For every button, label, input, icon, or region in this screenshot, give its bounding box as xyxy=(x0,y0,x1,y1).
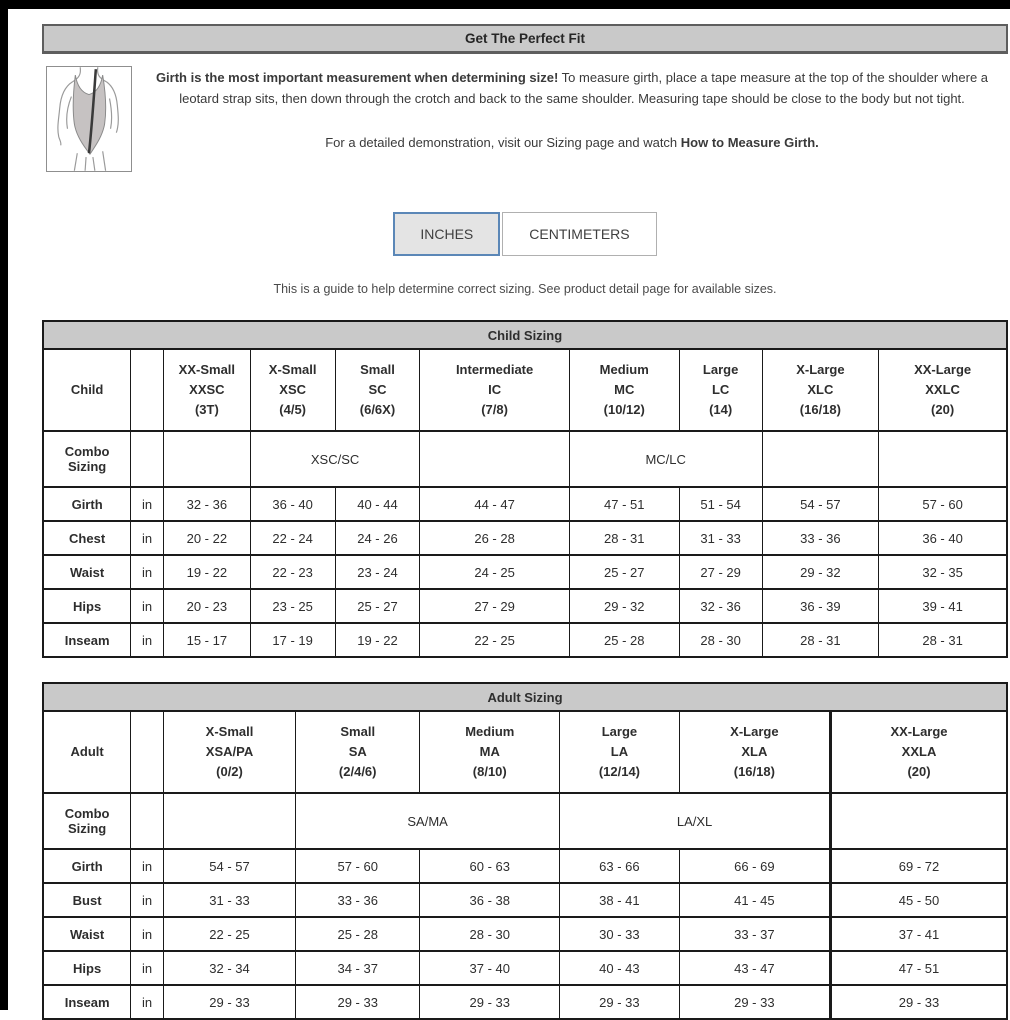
size-cell: 51 - 54 xyxy=(679,487,762,521)
table-row xyxy=(43,555,1007,589)
column-header xyxy=(879,349,1007,431)
column-header-range: (12/14) xyxy=(598,764,641,779)
row-label: Inseam xyxy=(43,985,131,1019)
size-cell: 40 - 43 xyxy=(560,951,680,985)
unit-cell: in xyxy=(131,985,164,1019)
centimeters-button[interactable]: CENTIMETERS xyxy=(502,212,656,256)
row-label: Combo Sizing xyxy=(43,431,131,487)
size-cell: 28 - 31 xyxy=(879,623,1007,657)
row-label: Hips xyxy=(43,951,131,985)
unit-cell: in xyxy=(131,951,164,985)
size-cell: 25 - 28 xyxy=(569,623,679,657)
column-header-code: IC xyxy=(488,382,502,397)
table-row xyxy=(43,883,1007,917)
size-cell: 54 - 57 xyxy=(762,487,879,521)
intro-section xyxy=(42,66,1008,172)
inches-button[interactable]: INCHES xyxy=(393,212,500,256)
size-cell: 25 - 28 xyxy=(296,917,420,951)
column-header-name: X-Small xyxy=(268,362,317,377)
size-cell: 32 - 36 xyxy=(163,487,250,521)
combo-cell xyxy=(420,431,569,487)
intro-rest-text: To measure girth, place a tape measure at the top of the shoulder where a leotard strap sits, then down through the crotch and back to the same shoulder. Measuring tape should be close to the body but not tight. xyxy=(179,70,989,106)
size-cell: 28 - 30 xyxy=(679,623,762,657)
size-cell: 29 - 33 xyxy=(420,985,560,1019)
unit-cell xyxy=(131,793,164,849)
column-header-range: (0/2) xyxy=(216,764,243,779)
size-cell: 29 - 33 xyxy=(831,985,1007,1019)
size-cell: 22 - 25 xyxy=(163,917,295,951)
unit-column-header xyxy=(131,349,164,431)
size-cell: 41 - 45 xyxy=(679,883,830,917)
row-label: Inseam xyxy=(43,623,131,657)
unit-cell: in xyxy=(131,623,164,657)
column-header-name: XX-Large xyxy=(890,724,948,739)
column-header xyxy=(420,711,560,793)
size-cell: 33 - 36 xyxy=(296,883,420,917)
row-label: Hips xyxy=(43,589,131,623)
size-cell: 22 - 25 xyxy=(420,623,569,657)
column-header xyxy=(762,349,879,431)
column-header-code: LA xyxy=(610,744,629,759)
combo-cell xyxy=(879,431,1007,487)
column-header-name: Medium xyxy=(599,362,649,377)
size-cell: 60 - 63 xyxy=(420,849,560,883)
row-label: Bust xyxy=(43,883,131,917)
column-header-range: (4/5) xyxy=(279,402,307,417)
combo-cell: SA/MA xyxy=(296,793,560,849)
table-row xyxy=(43,917,1007,951)
column-header-range: (16/18) xyxy=(733,764,775,779)
combo-cell xyxy=(762,431,879,487)
size-cell: 20 - 22 xyxy=(163,521,250,555)
size-cell: 31 - 33 xyxy=(679,521,762,555)
column-header-range: (6/6X) xyxy=(359,402,396,417)
column-header-code: SA xyxy=(348,744,367,759)
column-header xyxy=(679,349,762,431)
column-header-code: XLC xyxy=(807,382,834,397)
row-label: Girth xyxy=(43,487,131,521)
adult-sizing-table xyxy=(42,682,1008,1020)
column-header xyxy=(560,711,680,793)
combo-cell: LA/XL xyxy=(560,793,831,849)
column-header-name: XX-Small xyxy=(178,362,236,377)
intro-bold-text: Girth is the most important measurement when determining size! xyxy=(155,70,559,85)
size-cell: 29 - 32 xyxy=(762,555,879,589)
size-cell: 15 - 17 xyxy=(163,623,250,657)
size-cell: 40 - 44 xyxy=(335,487,420,521)
size-cell: 47 - 51 xyxy=(569,487,679,521)
column-header-code: XXSC xyxy=(189,382,225,397)
size-cell: 57 - 60 xyxy=(879,487,1007,521)
size-cell: 36 - 40 xyxy=(250,487,335,521)
demo-text xyxy=(142,132,1002,153)
size-cell: 29 - 33 xyxy=(560,985,680,1019)
unit-cell: in xyxy=(131,883,164,917)
column-header-name: XX-Large xyxy=(914,362,972,377)
size-cell: 17 - 19 xyxy=(250,623,335,657)
column-header-name: Large xyxy=(601,724,638,739)
table-row xyxy=(43,623,1007,657)
size-cell: 28 - 30 xyxy=(420,917,560,951)
column-header-name: X-Large xyxy=(730,724,779,739)
unit-cell: in xyxy=(131,487,164,521)
size-cell: 25 - 27 xyxy=(569,555,679,589)
column-header-name: X-Small xyxy=(205,724,254,739)
combo-cell: MC/LC xyxy=(569,431,762,487)
row-label: Combo Sizing xyxy=(43,793,131,849)
column-header-range: (7/8) xyxy=(481,402,508,417)
size-cell: 19 - 22 xyxy=(163,555,250,589)
size-cell: 33 - 36 xyxy=(762,521,879,555)
column-header-code: XLA xyxy=(741,744,768,759)
size-cell: 37 - 40 xyxy=(420,951,560,985)
column-header-code: LC xyxy=(711,382,730,397)
table-row xyxy=(43,849,1007,883)
combo-cell xyxy=(831,793,1007,849)
column-header-code: MC xyxy=(614,382,635,397)
table-title: Adult Sizing xyxy=(43,683,1007,711)
size-cell: 29 - 33 xyxy=(296,985,420,1019)
unit-cell xyxy=(131,431,164,487)
column-header-name: Small xyxy=(360,362,395,377)
column-header-range: (20) xyxy=(907,764,931,779)
column-header-code: SC xyxy=(368,382,387,397)
table-row xyxy=(43,521,1007,555)
intro-paragraph xyxy=(132,66,1008,172)
unit-cell: in xyxy=(131,589,164,623)
size-cell: 30 - 33 xyxy=(560,917,680,951)
column-header-code: XXLA xyxy=(901,744,937,759)
column-header-name: Large xyxy=(702,362,739,377)
size-cell: 29 - 32 xyxy=(569,589,679,623)
column-header-code: XSA/PA xyxy=(205,744,254,759)
column-header-range: (10/12) xyxy=(603,402,645,417)
column-header xyxy=(569,349,679,431)
column-header xyxy=(296,711,420,793)
size-cell: 24 - 25 xyxy=(420,555,569,589)
column-header-range: (3T) xyxy=(194,402,219,417)
column-header-code: MA xyxy=(479,744,500,759)
combo-cell: XSC/SC xyxy=(250,431,420,487)
column-header xyxy=(420,349,569,431)
size-cell: 36 - 40 xyxy=(879,521,1007,555)
size-cell: 34 - 37 xyxy=(296,951,420,985)
column-header xyxy=(163,349,250,431)
demo-prefix-text: For a detailed demonstration, visit our Sizing page and watch xyxy=(325,135,681,150)
size-cell: 26 - 28 xyxy=(420,521,569,555)
size-cell: 57 - 60 xyxy=(296,849,420,883)
size-cell: 28 - 31 xyxy=(569,521,679,555)
size-cell: 66 - 69 xyxy=(679,849,830,883)
size-cell: 33 - 37 xyxy=(679,917,830,951)
column-header-name: Medium xyxy=(465,724,515,739)
size-cell: 32 - 35 xyxy=(879,555,1007,589)
size-cell: 31 - 33 xyxy=(163,883,295,917)
unit-cell: in xyxy=(131,521,164,555)
size-cell: 24 - 26 xyxy=(335,521,420,555)
size-cell: 19 - 22 xyxy=(335,623,420,657)
column-header-range: (20) xyxy=(931,402,955,417)
unit-cell: in xyxy=(131,917,164,951)
table-corner-label: Child xyxy=(43,349,131,431)
unit-column-header xyxy=(131,711,164,793)
size-cell: 45 - 50 xyxy=(831,883,1007,917)
window-top-edge xyxy=(0,0,1010,9)
size-cell: 25 - 27 xyxy=(335,589,420,623)
column-header-range: (8/10) xyxy=(472,764,507,779)
column-header xyxy=(250,349,335,431)
size-cell: 69 - 72 xyxy=(831,849,1007,883)
size-cell: 47 - 51 xyxy=(831,951,1007,985)
size-cell: 32 - 36 xyxy=(679,589,762,623)
sizing-guide-page xyxy=(42,24,1008,1020)
guide-text: This is a guide to help determine correct sizing. See product detail page for available sizes. xyxy=(273,282,777,296)
girth-measurement-diagram xyxy=(46,66,132,172)
size-cell: 38 - 41 xyxy=(560,883,680,917)
unit-cell: in xyxy=(131,849,164,883)
size-cell: 28 - 31 xyxy=(762,623,879,657)
page-title: Get The Perfect Fit xyxy=(42,24,1008,54)
table-row xyxy=(43,487,1007,521)
size-cell: 23 - 25 xyxy=(250,589,335,623)
combo-cell xyxy=(163,431,250,487)
row-label: Waist xyxy=(43,917,131,951)
size-cell: 39 - 41 xyxy=(879,589,1007,623)
column-header-range: (14) xyxy=(709,402,733,417)
column-header-name: Intermediate xyxy=(455,362,534,377)
window-left-edge xyxy=(0,0,8,1010)
size-cell: 32 - 34 xyxy=(163,951,295,985)
column-header xyxy=(679,711,830,793)
size-cell: 27 - 29 xyxy=(679,555,762,589)
table-title: Child Sizing xyxy=(43,321,1007,349)
column-header-range: (16/18) xyxy=(799,402,841,417)
combo-cell xyxy=(163,793,295,849)
table-row xyxy=(43,951,1007,985)
table-row xyxy=(43,985,1007,1019)
size-cell: 23 - 24 xyxy=(335,555,420,589)
leotard-figure-icon xyxy=(47,67,131,171)
row-label: Girth xyxy=(43,849,131,883)
size-cell: 63 - 66 xyxy=(560,849,680,883)
column-header xyxy=(831,711,1007,793)
column-header-range: (2/4/6) xyxy=(338,764,377,779)
column-header-name: X-Large xyxy=(796,362,845,377)
column-header-code: XXLC xyxy=(925,382,960,397)
row-label: Chest xyxy=(43,521,131,555)
size-cell: 22 - 24 xyxy=(250,521,335,555)
column-header-name: Small xyxy=(340,724,376,739)
table-row xyxy=(43,589,1007,623)
column-header-code: XSC xyxy=(279,382,307,397)
size-cell: 29 - 33 xyxy=(679,985,830,1019)
size-cell: 44 - 47 xyxy=(420,487,569,521)
size-cell: 29 - 33 xyxy=(163,985,295,1019)
size-cell: 43 - 47 xyxy=(679,951,830,985)
unit-toggle xyxy=(42,212,1008,256)
size-cell: 36 - 39 xyxy=(762,589,879,623)
child-sizing-table xyxy=(42,320,1008,658)
size-cell: 27 - 29 xyxy=(420,589,569,623)
size-cell: 20 - 23 xyxy=(163,589,250,623)
size-cell: 36 - 38 xyxy=(420,883,560,917)
column-header xyxy=(163,711,295,793)
unit-cell: in xyxy=(131,555,164,589)
row-label: Waist xyxy=(43,555,131,589)
table-corner-label: Adult xyxy=(43,711,131,793)
column-header xyxy=(335,349,420,431)
size-cell: 22 - 23 xyxy=(250,555,335,589)
demo-bold-text: How to Measure Girth. xyxy=(680,135,819,150)
size-cell: 37 - 41 xyxy=(831,917,1007,951)
size-cell: 54 - 57 xyxy=(163,849,295,883)
